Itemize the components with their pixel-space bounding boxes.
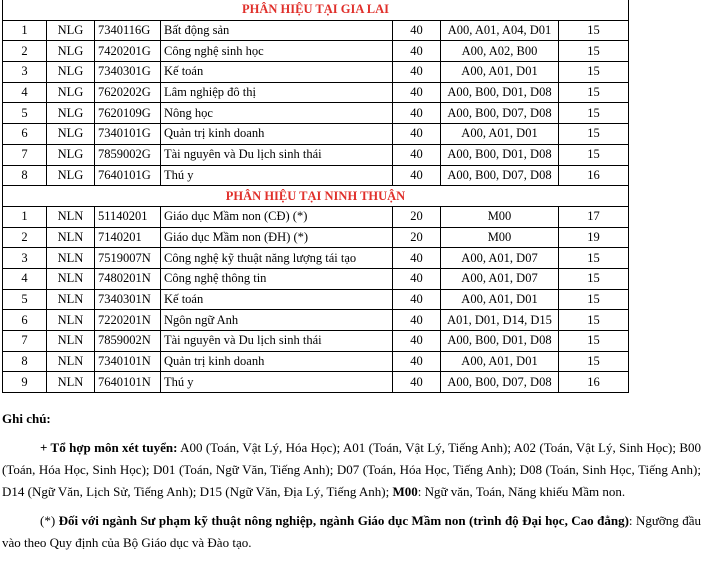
cell-score: 15 <box>559 331 629 352</box>
cell-code: 7220201N <box>95 310 161 331</box>
cell-campus: NLG <box>47 41 95 62</box>
cell-combos: M00 <box>441 206 559 227</box>
cell-score: 15 <box>559 310 629 331</box>
cell-stt: 5 <box>3 103 47 124</box>
cell-major-name: Lâm nghiệp đô thị <box>161 82 393 103</box>
cell-quota: 40 <box>393 62 441 83</box>
cell-code: 7640101G <box>95 165 161 186</box>
cell-stt: 8 <box>3 165 47 186</box>
cell-code: 51140201 <box>95 206 161 227</box>
cell-stt: 3 <box>3 248 47 269</box>
table-row <box>3 289 629 310</box>
cell-major-name: Nông học <box>161 103 393 124</box>
cell-code: 7340101N <box>95 351 161 372</box>
cell-combos: A00, B00, D01, D08 <box>441 331 559 352</box>
cell-stt: 9 <box>3 372 47 393</box>
cell-quota: 40 <box>393 144 441 165</box>
cell-combos: A00, B00, D07, D08 <box>441 372 559 393</box>
cell-campus: NLG <box>47 165 95 186</box>
cell-code: 7640101N <box>95 372 161 393</box>
cell-campus: NLN <box>47 289 95 310</box>
star-note-text: : Ngưỡng đầu vào theo Quy định của Bộ Giáo dục và Đào tạo. <box>2 513 701 550</box>
cell-combos: A00, B00, D01, D08 <box>441 144 559 165</box>
cell-major-name: Kế toán <box>161 289 393 310</box>
cell-code: 7340301G <box>95 62 161 83</box>
table-row <box>3 248 629 269</box>
star-note-bold: Đối với ngành Sư phạm kỹ thuật nông nghiệp, ngành Giáo dục Mầm non (trình độ Đại học, Cao đẳng) <box>58 513 629 528</box>
cell-code: 7620202G <box>95 82 161 103</box>
table-row <box>3 124 629 145</box>
cell-campus: NLN <box>47 372 95 393</box>
cell-quota: 40 <box>393 20 441 41</box>
cell-score: 15 <box>559 268 629 289</box>
cell-quota: 40 <box>393 165 441 186</box>
cell-code: 7340301N <box>95 289 161 310</box>
notes <box>2 408 701 554</box>
cell-campus: NLN <box>47 227 95 248</box>
table-row <box>3 144 629 165</box>
cell-quota: 40 <box>393 268 441 289</box>
cell-campus: NLG <box>47 20 95 41</box>
cell-code: 7859002G <box>95 144 161 165</box>
cell-campus: NLN <box>47 248 95 269</box>
cell-campus: NLG <box>47 82 95 103</box>
combo-note-label: + Tổ hợp môn xét tuyển: <box>40 440 178 455</box>
section-header-row <box>3 186 629 207</box>
cell-score: 15 <box>559 124 629 145</box>
cell-major-name: Bất động sản <box>161 20 393 41</box>
cell-score: 17 <box>559 206 629 227</box>
cell-stt: 8 <box>3 351 47 372</box>
table-row <box>3 351 629 372</box>
cell-major-name: Thú y <box>161 165 393 186</box>
cell-combos: A00, A01, D07 <box>441 268 559 289</box>
cell-score: 15 <box>559 289 629 310</box>
section-header-row <box>3 0 629 20</box>
cell-stt: 6 <box>3 310 47 331</box>
cell-combos: A00, A01, D07 <box>441 248 559 269</box>
cell-quota: 20 <box>393 206 441 227</box>
table-row <box>3 41 629 62</box>
cell-combos: M00 <box>441 227 559 248</box>
cell-quota: 40 <box>393 331 441 352</box>
cell-campus: NLN <box>47 206 95 227</box>
cell-code: 7620109G <box>95 103 161 124</box>
cell-code: 7340101G <box>95 124 161 145</box>
cell-combos: A00, B00, D07, D08 <box>441 103 559 124</box>
cell-stt: 3 <box>3 62 47 83</box>
cell-stt: 6 <box>3 124 47 145</box>
table-row <box>3 165 629 186</box>
cell-campus: NLG <box>47 144 95 165</box>
table-row <box>3 227 629 248</box>
cell-score: 15 <box>559 248 629 269</box>
table-row <box>3 372 629 393</box>
cell-major-name: Tài nguyên và Du lịch sinh thái <box>161 144 393 165</box>
cell-score: 15 <box>559 62 629 83</box>
cell-major-name: Công nghệ kỹ thuật năng lượng tái tạo <box>161 248 393 269</box>
cell-combos: A00, A01, D01 <box>441 289 559 310</box>
cell-stt: 5 <box>3 289 47 310</box>
cell-quota: 40 <box>393 103 441 124</box>
table-row <box>3 62 629 83</box>
table-row <box>3 103 629 124</box>
cell-stt: 1 <box>3 206 47 227</box>
cell-quota: 40 <box>393 310 441 331</box>
cell-quota: 40 <box>393 351 441 372</box>
cell-score: 15 <box>559 20 629 41</box>
cell-stt: 4 <box>3 268 47 289</box>
cell-campus: NLG <box>47 124 95 145</box>
table-row <box>3 331 629 352</box>
cell-major-name: Giáo dục Mầm non (CĐ) (*) <box>161 206 393 227</box>
cell-score: 16 <box>559 165 629 186</box>
cell-quota: 20 <box>393 227 441 248</box>
m00-text: : Ngữ văn, Toán, Năng khiếu Mầm non. <box>417 484 626 499</box>
cell-score: 16 <box>559 372 629 393</box>
cell-score: 15 <box>559 82 629 103</box>
combo-note-text: A00 (Toán, Vật Lý, Hóa Học); A01 (Toán, Vật Lý, Tiếng Anh); A02 (Toán, Vật Lý, Sinh Học); B00 (Toán, Hóa Học, Sinh Học); D01 (Toán, Ngữ Văn, Tiếng Anh); D07 (Toán, Hóa Học, Tiếng Anh); D08 (Toán, Sinh Học, Tiếng Anh); D14 (Ngữ Văn, Lịch Sử, Tiếng Anh); D15 (Ngữ Văn, Địa Lý, Tiếng Anh); <box>2 440 701 499</box>
cell-stt: 4 <box>3 82 47 103</box>
cell-combos: A00, B00, D01, D08 <box>441 82 559 103</box>
cell-major-name: Ngôn ngữ Anh <box>161 310 393 331</box>
table-row <box>3 206 629 227</box>
cell-score: 19 <box>559 227 629 248</box>
cell-stt: 7 <box>3 144 47 165</box>
cell-combos: A00, A01, D01 <box>441 351 559 372</box>
cell-score: 15 <box>559 103 629 124</box>
cell-code: 7340116G <box>95 20 161 41</box>
star-note <box>2 510 701 554</box>
admission-table <box>2 0 629 393</box>
cell-code: 7519007N <box>95 248 161 269</box>
cell-campus: NLN <box>47 310 95 331</box>
combo-note <box>2 437 701 503</box>
cell-combos: A00, A01, A04, D01 <box>441 20 559 41</box>
cell-combos: A00, B00, D07, D08 <box>441 165 559 186</box>
cell-score: 15 <box>559 41 629 62</box>
cell-code: 7480201N <box>95 268 161 289</box>
cell-score: 15 <box>559 351 629 372</box>
section-title: PHÂN HIỆU TẠI GIA LAI <box>3 0 629 20</box>
cell-stt: 2 <box>3 41 47 62</box>
cell-quota: 40 <box>393 372 441 393</box>
cell-combos: A00, A01, D01 <box>441 124 559 145</box>
cell-combos: A00, A02, B00 <box>441 41 559 62</box>
cell-major-name: Quản trị kinh doanh <box>161 124 393 145</box>
star-note-prefix: (*) <box>40 513 59 528</box>
cell-stt: 1 <box>3 20 47 41</box>
cell-major-name: Giáo dục Mầm non (ĐH) (*) <box>161 227 393 248</box>
table-row <box>3 268 629 289</box>
cell-major-name: Công nghệ thông tin <box>161 268 393 289</box>
cell-code: 7859002N <box>95 331 161 352</box>
section-title: PHÂN HIỆU TẠI NINH THUẬN <box>3 186 629 207</box>
cell-major-name: Kế toán <box>161 62 393 83</box>
cell-campus: NLN <box>47 268 95 289</box>
table-row <box>3 20 629 41</box>
cell-quota: 40 <box>393 124 441 145</box>
notes-title: Ghi chú: <box>2 411 51 426</box>
cell-code: 7420201G <box>95 41 161 62</box>
table-row <box>3 310 629 331</box>
admission-table-body <box>3 0 629 393</box>
cell-quota: 40 <box>393 82 441 103</box>
cell-quota: 40 <box>393 248 441 269</box>
cell-code: 7140201 <box>95 227 161 248</box>
cell-quota: 40 <box>393 41 441 62</box>
cell-campus: NLN <box>47 331 95 352</box>
cell-stt: 2 <box>3 227 47 248</box>
cell-combos: A00, A01, D01 <box>441 62 559 83</box>
table-row <box>3 82 629 103</box>
cell-campus: NLG <box>47 62 95 83</box>
cell-major-name: Công nghệ sinh học <box>161 41 393 62</box>
cell-major-name: Tài nguyên và Du lịch sinh thái <box>161 331 393 352</box>
cell-stt: 7 <box>3 331 47 352</box>
m00-label: M00 <box>392 484 418 499</box>
cell-campus: NLN <box>47 351 95 372</box>
cell-score: 15 <box>559 144 629 165</box>
cell-major-name: Quản trị kinh doanh <box>161 351 393 372</box>
cell-combos: A01, D01, D14, D15 <box>441 310 559 331</box>
cell-major-name: Thú y <box>161 372 393 393</box>
cell-campus: NLG <box>47 103 95 124</box>
cell-quota: 40 <box>393 289 441 310</box>
